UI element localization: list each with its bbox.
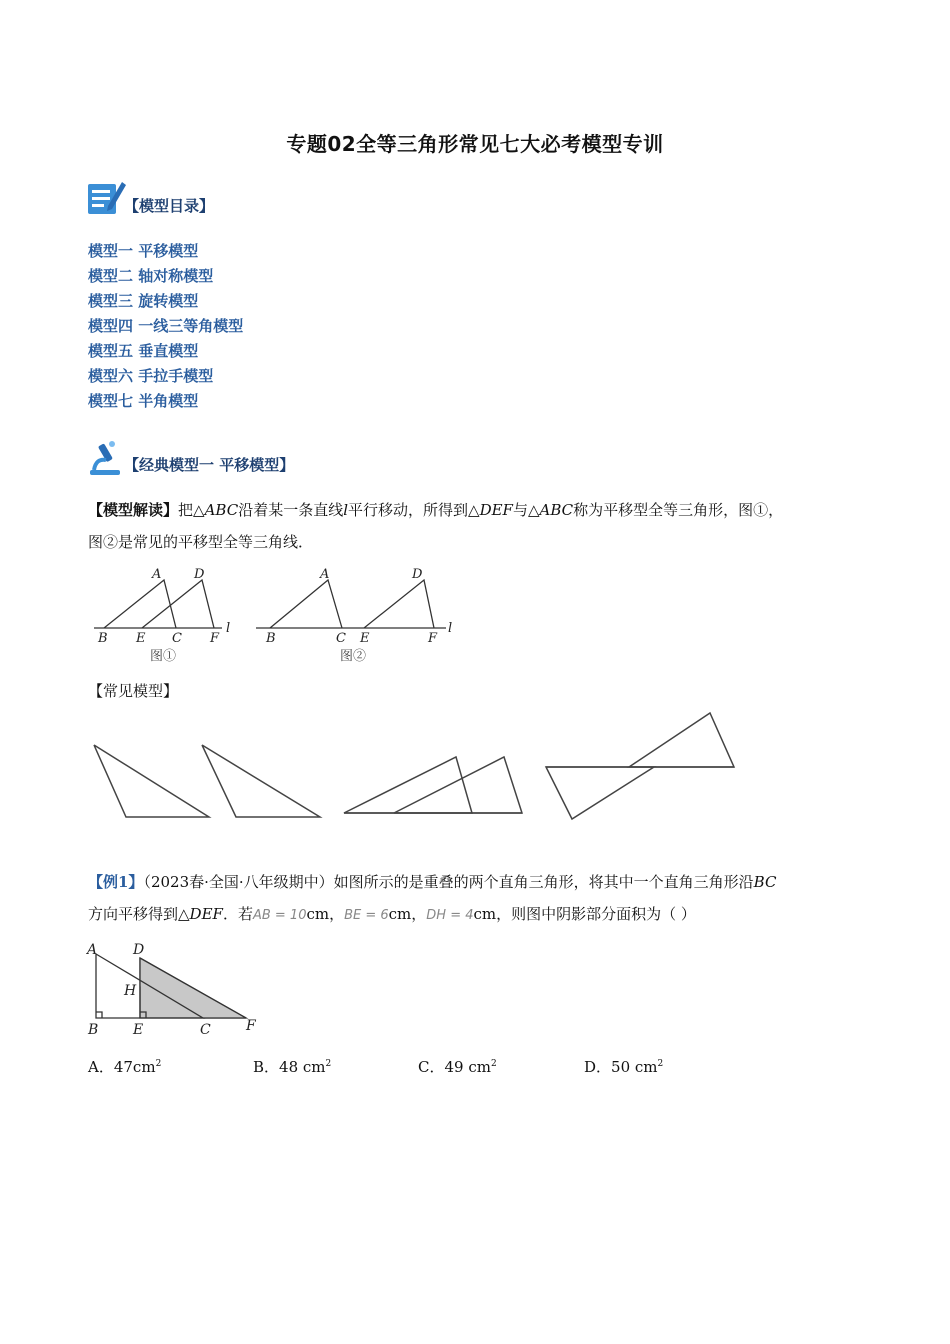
option-sup: 2 xyxy=(325,1059,332,1069)
toc-item[interactable]: 模型五 垂直模型 xyxy=(88,342,199,360)
section-heading: 【经典模型一 平移模型】 xyxy=(124,456,295,474)
label-l: l xyxy=(448,621,453,636)
label-E: E xyxy=(136,631,146,646)
example-text: （2023春·全国·八年级期中）如图所示的是重叠的两个直角三角形，将其中一个直角三角形沿 xyxy=(143,873,754,891)
common-models-figures xyxy=(84,705,754,830)
option-letter: D． xyxy=(584,1058,612,1076)
toc-item[interactable]: 模型二 轴对称模型 xyxy=(88,267,214,285)
toc-item[interactable]: 模型三 旋转模型 xyxy=(88,292,199,310)
label-A: A xyxy=(152,567,162,582)
notepad-pencil-icon xyxy=(86,178,126,218)
option-value: 47cm xyxy=(113,1058,156,1076)
text: cm， xyxy=(388,905,427,923)
option-b[interactable] xyxy=(253,1056,331,1077)
fig2-caption: 图② xyxy=(340,649,367,664)
label-D: D xyxy=(194,567,205,582)
text: cm， xyxy=(306,905,345,923)
example-figure xyxy=(84,938,274,1038)
formula-ab: AB = 10 xyxy=(252,908,307,923)
line-l: l xyxy=(343,501,349,519)
option-value: 49 cm xyxy=(444,1058,491,1076)
label-B: B xyxy=(266,631,276,646)
label-D: D xyxy=(133,942,145,958)
option-sup: 2 xyxy=(657,1059,664,1069)
option-value: 50 cm xyxy=(611,1058,658,1076)
text: ．若 xyxy=(222,905,253,923)
label-F: F xyxy=(246,1018,256,1034)
toc-item[interactable]: 模型六 手拉手模型 xyxy=(88,367,214,385)
example-1 xyxy=(88,866,878,932)
label-D: D xyxy=(412,567,423,582)
fig1-caption: 图① xyxy=(150,649,177,664)
toc-heading: 【模型目录】 xyxy=(124,197,215,215)
triangle-abc: ABC xyxy=(204,501,239,519)
page-title: 专题02全等三角形常见七大必考模型专训 xyxy=(286,132,664,156)
label-A: A xyxy=(87,942,98,958)
triangle-def: DEF xyxy=(189,905,223,923)
label-A: A xyxy=(320,567,330,582)
toc-item[interactable]: 模型一 平移模型 xyxy=(88,242,199,260)
text: 方向平移得到△ xyxy=(88,905,190,923)
label-C: C xyxy=(336,631,346,646)
option-value: 48 cm xyxy=(279,1058,326,1076)
example-label: 【例1】 xyxy=(88,873,144,891)
interp-line-2: 图②是常见的平移型全等三角线． xyxy=(88,533,314,551)
translation-figures xyxy=(84,562,474,667)
label-C: C xyxy=(200,1022,211,1038)
formula-dh: DH = 4 xyxy=(426,908,474,923)
model-interpretation xyxy=(88,494,878,558)
label-E: E xyxy=(360,631,370,646)
toc-item[interactable]: 模型四 一线三等角模型 xyxy=(88,317,244,335)
label-C: C xyxy=(172,631,182,646)
segment-bc: BC xyxy=(753,873,777,891)
option-letter: B． xyxy=(253,1058,280,1076)
option-c[interactable] xyxy=(418,1056,497,1077)
interp-label: 【模型解读】 xyxy=(88,501,179,519)
microscope-icon xyxy=(86,438,126,478)
option-letter: A． xyxy=(88,1058,114,1076)
text: 与△ xyxy=(512,501,540,519)
option-sup: 2 xyxy=(490,1059,497,1069)
label-l: l xyxy=(226,621,231,636)
triangle-def: DEF xyxy=(479,501,513,519)
common-models-label: 【常见模型】 xyxy=(88,682,179,700)
option-d[interactable] xyxy=(584,1056,663,1077)
label-B: B xyxy=(88,1022,99,1038)
text: 把△ xyxy=(178,501,205,519)
text: cm，则图中阴影部分面积为（ ） xyxy=(473,905,696,923)
text: 平行移动，所得到△ xyxy=(348,501,480,519)
label-F: F xyxy=(428,631,438,646)
option-a[interactable] xyxy=(88,1056,161,1077)
option-letter: C． xyxy=(418,1058,445,1076)
triangle-abc: ABC xyxy=(539,501,574,519)
label-F: F xyxy=(210,631,220,646)
formula-be: BE = 6 xyxy=(344,908,389,923)
option-sup: 2 xyxy=(155,1059,162,1069)
label-E: E xyxy=(133,1022,144,1038)
text: 称为平移型全等三角形，图①， xyxy=(573,501,784,519)
text: 沿着某一条直线 xyxy=(238,501,344,519)
label-B: B xyxy=(98,631,108,646)
toc-item[interactable]: 模型七 半角模型 xyxy=(88,392,199,410)
toc-list xyxy=(88,240,243,415)
label-H: H xyxy=(124,983,137,999)
